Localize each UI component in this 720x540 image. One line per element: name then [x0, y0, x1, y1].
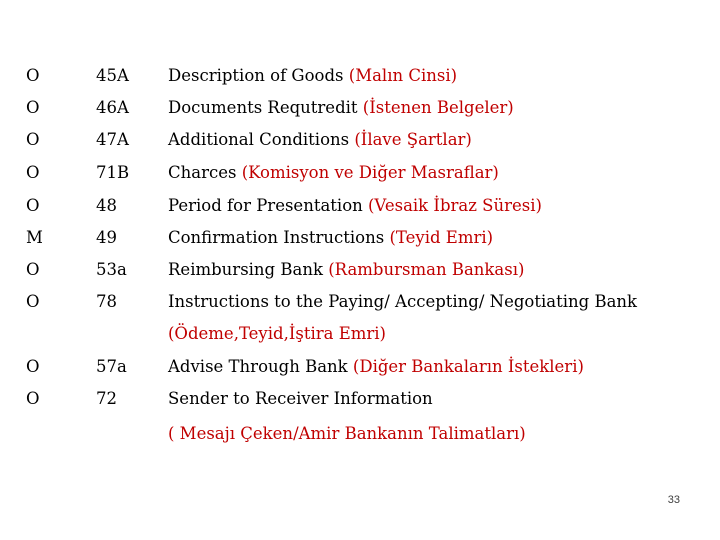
- field-description: [168, 225, 493, 251]
- status-code: O: [26, 292, 40, 311]
- status-code: O: [26, 66, 40, 85]
- english-name: Confirmation Instructions: [168, 228, 390, 247]
- english-name: Advise Through Bank: [168, 357, 353, 376]
- english-name: Additional Conditions: [168, 130, 355, 149]
- turkish-name: (Ödeme,Teyid,İştira Emri): [168, 324, 386, 343]
- status-code: O: [26, 130, 40, 149]
- field-tag: 47A: [96, 130, 129, 149]
- field-tag: 46A: [96, 98, 129, 117]
- english-name: Documents Requtredit: [168, 98, 363, 117]
- turkish-name: (Teyid Emri): [389, 228, 494, 247]
- field-description: [168, 289, 637, 315]
- field-tag: 57a: [96, 357, 127, 376]
- status-code: M: [26, 228, 43, 247]
- english-name: Description of Goods: [168, 66, 349, 85]
- field-tag: 45A: [96, 66, 129, 85]
- english-name: Instructions to the Paying/ Accepting/ Negotiating Bank: [168, 292, 638, 311]
- turkish-name: (Rambursman Bankası): [328, 260, 525, 279]
- field-tag: 71B: [96, 163, 130, 182]
- english-name: Charces: [168, 163, 242, 182]
- field-tag: 78: [96, 292, 117, 311]
- field-description: [168, 63, 457, 89]
- field-tag: 53a: [96, 260, 127, 279]
- turkish-name: (İlave Şartlar): [354, 130, 472, 149]
- field-description: [168, 95, 514, 121]
- status-code: O: [26, 98, 40, 117]
- field-description: [168, 386, 433, 412]
- field-description: [168, 127, 472, 153]
- status-code: O: [26, 163, 40, 182]
- status-code: O: [26, 389, 40, 408]
- status-code: O: [26, 196, 40, 215]
- field-tag: 49: [96, 228, 117, 247]
- field-description: [168, 421, 526, 447]
- field-description: [168, 160, 499, 186]
- status-code: O: [26, 357, 40, 376]
- field-description: [168, 354, 584, 380]
- turkish-name: (İstenen Belgeler): [362, 98, 514, 117]
- turkish-name: (Diğer Bankaların İstekleri): [352, 357, 584, 376]
- status-code: O: [26, 260, 40, 279]
- field-description: [168, 321, 386, 347]
- field-tag: 72: [96, 389, 117, 408]
- english-name: Reimbursing Bank: [168, 260, 329, 279]
- turkish-name: ( Mesajı Çeken/Amir Bankanın Talimatları): [168, 424, 526, 443]
- page-number: 33: [667, 494, 680, 506]
- turkish-name: (Komisyon ve Diğer Masraflar): [241, 163, 499, 182]
- field-description: [168, 257, 524, 283]
- field-description: [168, 193, 542, 219]
- english-name: Period for Presentation: [168, 196, 368, 215]
- field-tag: 48: [96, 196, 117, 215]
- turkish-name: (Malın Cinsi): [348, 66, 458, 85]
- english-name: Sender to Receiver Information: [168, 389, 433, 408]
- turkish-name: (Vesaik İbraz Süresi): [368, 196, 542, 215]
